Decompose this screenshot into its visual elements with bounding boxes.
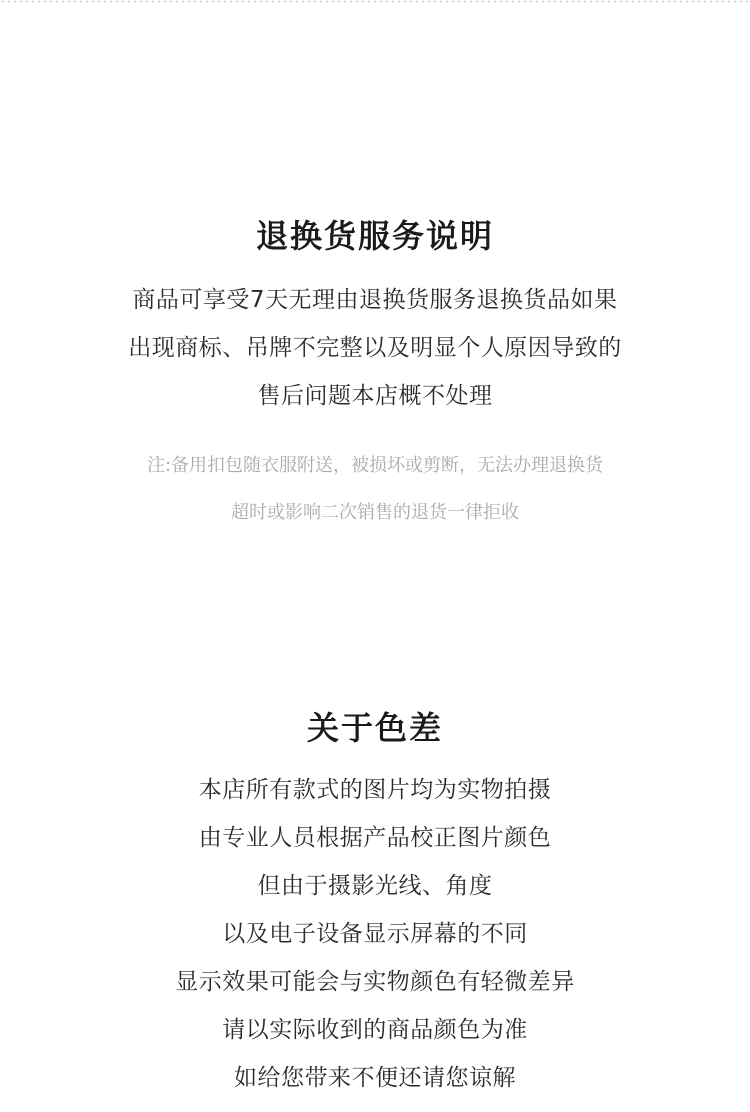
- top-dotted-border: [0, 0, 750, 3]
- color-difference-line: 由专业人员根据产品校正图片颜色: [198, 825, 552, 851]
- return-policy-line: 出现商标、吊牌不完整以及明显个人原因导致的: [128, 335, 622, 361]
- return-policy-notes: [0, 442, 750, 536]
- return-policy-line: 售后问题本店概不处理: [257, 383, 493, 409]
- color-difference-line: 以及电子设备显示屏幕的不同: [222, 921, 528, 947]
- color-difference-body: [0, 766, 750, 1102]
- return-policy-title: 退换货服务说明: [255, 217, 494, 255]
- color-difference-line: 但由于摄影光线、角度: [257, 873, 493, 899]
- color-difference-line: 如给您带来不便还请您谅解: [234, 1065, 516, 1091]
- return-policy-note: 超时或影响二次销售的退货一律拒收: [231, 502, 519, 523]
- color-difference-line: 请以实际收到的商品颜色为准: [222, 1017, 528, 1043]
- color-difference-line: 本店所有款式的图片均为实物拍摄: [198, 777, 552, 803]
- return-policy-note: 注:备用扣包随衣服附送，被损坏或剪断，无法办理退换货: [146, 455, 604, 476]
- color-difference-section: [0, 700, 750, 1102]
- color-difference-title: 关于色差: [306, 709, 443, 747]
- color-difference-line: 显示效果可能会与实物颜色有轻微差异: [175, 969, 575, 995]
- return-policy-section: [0, 208, 750, 536]
- return-policy-line: 商品可享受7天无理由退换货服务退换货品如果: [132, 287, 618, 313]
- return-policy-body: [0, 276, 750, 420]
